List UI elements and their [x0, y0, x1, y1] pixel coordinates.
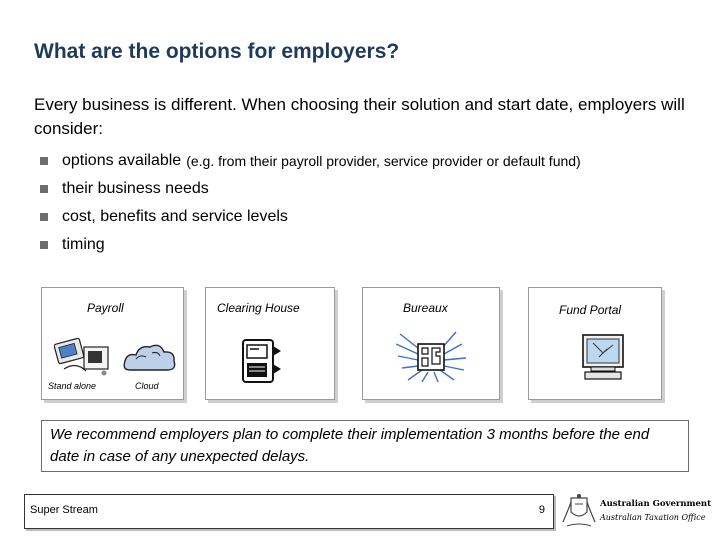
chip-icon [396, 330, 466, 382]
coat-of-arms-icon [561, 492, 597, 528]
page-number: 9 [538, 504, 545, 516]
bureaux-card [362, 287, 500, 400]
standalone-label: Stand alone [48, 381, 97, 391]
cloud-icon [122, 340, 178, 376]
monitor-icon [577, 333, 629, 381]
bullet-square-icon [40, 213, 48, 221]
computer-icon [54, 335, 116, 377]
payroll-card [41, 287, 184, 400]
bullet-text: timing [62, 236, 105, 253]
footer-bar [24, 494, 554, 529]
bullet-text: options available [62, 152, 182, 169]
list-item [40, 147, 581, 175]
bullet-note: (e.g. from their payroll provider, service provider or default fund) [186, 153, 581, 169]
fund-portal-card [528, 287, 662, 400]
list-item [40, 175, 581, 203]
gov-logo-line2: Australian Taxation Office [600, 513, 706, 522]
bullet-list [40, 147, 581, 259]
bullet-text: cost, benefits and service levels [62, 208, 288, 225]
page-title: What are the options for employers? [34, 40, 400, 63]
list-item [40, 231, 581, 259]
bullet-text: their business needs [62, 180, 209, 197]
bullet-square-icon [40, 157, 48, 165]
recommendation-callout: We recommend employers plan to complete their implementation 3 months before the end date in case of any unexpected delays. [41, 420, 689, 472]
clearing-house-label: Clearing House [217, 301, 300, 315]
bullet-square-icon [40, 185, 48, 193]
intro-text: Every business is different. When choosing their solution and start date, employers will consider: [34, 95, 685, 138]
list-item [40, 203, 581, 231]
footer-title: Super Stream [30, 504, 98, 516]
payroll-label: Payroll [87, 301, 124, 315]
bureaux-label: Bureaux [403, 301, 448, 315]
document-arrows-icon [241, 338, 287, 384]
cloud-label: Cloud [135, 381, 159, 391]
gov-logo-line1: Australian Government [600, 499, 712, 509]
fund-portal-label: Fund Portal [559, 303, 622, 317]
bullet-square-icon [40, 241, 48, 249]
clearing-house-card [205, 287, 335, 400]
